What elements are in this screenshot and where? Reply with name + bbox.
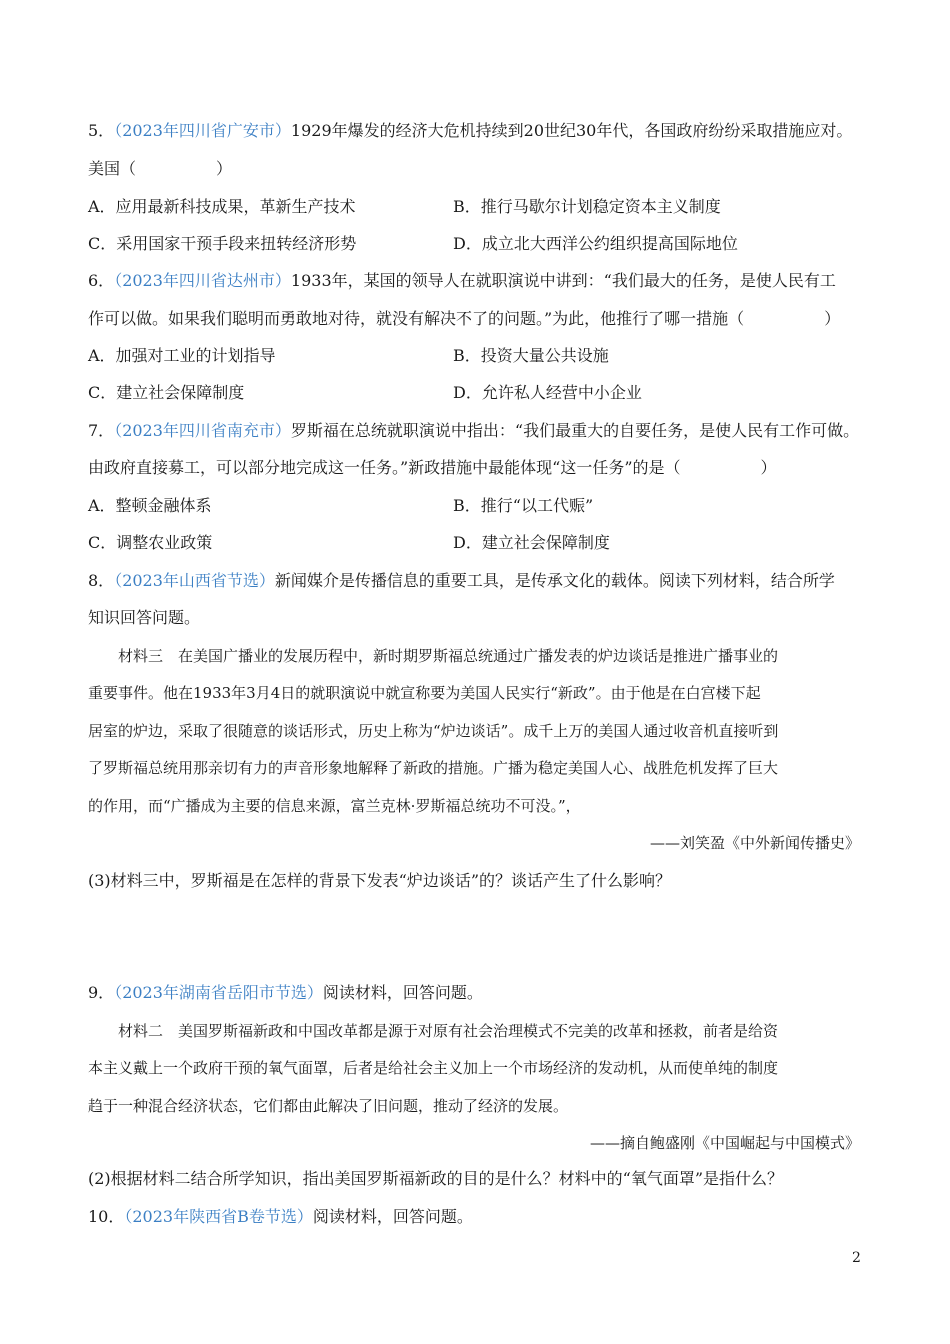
page-number: 2	[852, 1250, 861, 1266]
q8-material-line: 了罗斯福总统用那亲切有力的声音形象地解释了新政的措施。广播为稳定美国人心、战胜危机发挥了巨大	[88, 759, 779, 777]
q6-option-a: A．加强对工业的计划指导	[88, 346, 276, 365]
q7-option-c: C．调整农业政策	[88, 533, 213, 552]
q7-stem-2: 由政府直接募工，可以部分地完成这一任务。”新政措施中最能体现“这一任务”的是（	[88, 458, 681, 477]
q7-option-a: A．整顿金融体系	[88, 496, 212, 515]
q5-number: 5．	[88, 121, 115, 140]
q5-stem-line-2	[88, 158, 878, 180]
q9-material-line: 本主义戴上一个政府干预的氧气面罩，后者是给社会主义加上一个市场经济的发动机，从而使单纯的制度	[88, 1059, 779, 1077]
q5-option-d: D．成立北大西洋公约组织提高国际地位	[453, 234, 738, 253]
q8-material-line: 居室的炉边，采取了很随意的谈话形式，历史上称为“炉边谈话”。成千上万的美国人通过收音机直接听到	[88, 722, 779, 740]
q7-number: 7．	[88, 421, 115, 440]
q7-stem-1: 罗斯福在总统就职演说中指出：“我们最重大的自要任务，是使人民有工作可做。	[290, 421, 860, 440]
q6-option-d: D．允许私人经营中小企业	[453, 383, 642, 402]
q5-option-c: C．采用国家干预手段来扭转经济形势	[88, 234, 357, 253]
q6-stem-1: 1933年，某国的领导人在就职演说中讲到：“我们最大的任务，是使人民有工	[290, 271, 836, 290]
q5-stem-2-end: ）	[216, 159, 233, 178]
q5-option-b: B．推行马歇尔计划稳定资本主义制度	[453, 197, 721, 216]
q6-number: 6．	[88, 271, 115, 290]
q7-option-b: B．推行“以工代赈”	[453, 496, 594, 515]
q6-option-b: B．投资大量公共设施	[453, 346, 609, 365]
q7-source: （2023年四川省南充市）	[114, 421, 291, 440]
q8-material-line: 重要事件。他在1933年3月4日的就职演说中就宣称要为美国人民实行“新政”。由于他是在白宫楼下起	[88, 684, 761, 702]
q9-stem-line-1	[88, 982, 878, 1004]
q8-citation: ——刘笑盈《中外新闻传播史》	[649, 834, 860, 852]
q6-stem-2-end: ）	[824, 309, 841, 328]
q9-source: （2023年湖南省岳阳市节选）	[114, 983, 323, 1002]
q7-stem-line-2	[88, 457, 878, 479]
q8-stem-1: 新闻媒介是传播信息的重要工具，是传承文化的载体。阅读下列材料，结合所学	[274, 571, 835, 590]
q10-stem-line-1	[88, 1206, 878, 1228]
q9-number: 9．	[88, 983, 115, 1002]
q7-option-d: D．建立社会保障制度	[453, 533, 610, 552]
q9-material-line: 材料二 美国罗斯福新政和中国改革都是源于对原有社会治理模式不完美的改革和拯救，前者是给资	[118, 1022, 779, 1040]
q9-stem-1: 阅读材料，回答问题。	[322, 983, 483, 1002]
q6-stem-line-1	[88, 270, 878, 292]
q8-material-line: 的作用，而“广播成为主要的信息来源，富兰克林·罗斯福总统功不可没。”，	[88, 797, 581, 815]
q10-number: 10．	[88, 1207, 125, 1226]
q5-option-a: A．应用最新科技成果，革新生产技术	[88, 197, 356, 216]
q5-stem-1: 1929年爆发的经济大危机持续到20世纪30年代，各国政府纷纷采取措施应对。	[290, 121, 853, 140]
q9-material-line: 趋于一种混合经济状态，它们都由此解决了旧问题，推动了经济的发展。	[88, 1097, 569, 1115]
q8-stem-line-2: 知识回答问题。	[88, 608, 201, 627]
q10-stem-1: 阅读材料，回答问题。	[312, 1207, 473, 1226]
q6-stem-line-2	[88, 308, 878, 330]
q8-sub-question: (3)材料三中，罗斯福是在怎样的背景下发表“炉边谈话”的？谈话产生了什么影响？	[88, 871, 672, 890]
q6-option-c: C．建立社会保障制度	[88, 383, 245, 402]
q5-stem-2: 美国（	[88, 159, 137, 178]
q7-stem-2-end: ）	[760, 458, 777, 477]
q8-stem-line-1	[88, 570, 878, 592]
q5-source: （2023年四川省广安市）	[114, 121, 291, 140]
q8-material-line: 材料三 在美国广播业的发展历程中，新时期罗斯福总统通过广播发表的炉边谈话是推进广播事业的	[118, 647, 779, 665]
q9-sub-question: (2)根据材料二结合所学知识，指出美国罗斯福新政的目的是什么？材料中的“氧气面罩”是指什么？	[88, 1169, 784, 1188]
q8-source: （2023年山西省节选）	[114, 571, 275, 590]
q6-source: （2023年四川省达州市）	[114, 271, 291, 290]
q5-stem-line-1	[88, 120, 878, 142]
q7-stem-line-1	[88, 420, 878, 442]
q9-citation: ——摘自鲍盛刚《中国崛起与中国模式》	[589, 1134, 860, 1152]
q6-stem-2: 作可以做。如果我们聪明而勇敢地对待，就没有解决不了的问题。”为此，他推行了哪一措施（	[88, 309, 745, 328]
q10-source: （2023年陕西省B卷节选）	[124, 1207, 313, 1226]
q8-number: 8．	[88, 571, 115, 590]
